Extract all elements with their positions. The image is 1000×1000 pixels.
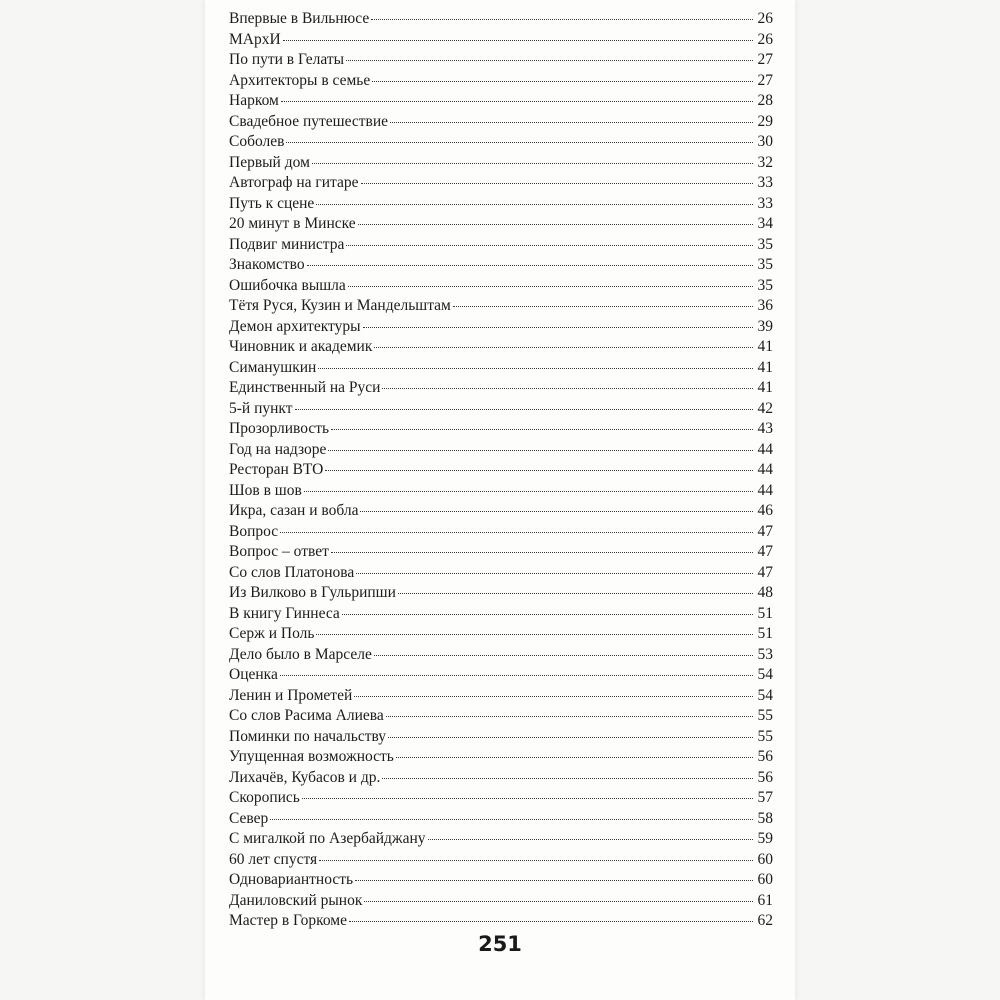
toc-entry-title: Нарком: [229, 92, 279, 109]
toc-entry-page: 28: [757, 92, 773, 109]
toc-entry: [229, 788, 773, 809]
toc-entry-page: 53: [757, 645, 773, 663]
toc-entry: [229, 604, 773, 625]
dot-leader: [270, 819, 753, 820]
dot-leader: [281, 101, 753, 102]
toc-entry: [229, 522, 773, 543]
toc-entry-title: Первый дом: [229, 153, 310, 171]
dot-leader: [283, 40, 753, 41]
dot-leader: [325, 470, 753, 471]
toc-entry: [229, 891, 773, 912]
toc-entry-title: С мигалкой по Азербайджану: [229, 830, 426, 847]
toc-entry-title: Лихачёв, Кубасов и др.: [229, 768, 381, 786]
toc-entry-page: 59: [757, 830, 773, 847]
dot-leader: [316, 634, 753, 635]
toc-entry-title: В книгу Гиннеса: [229, 604, 340, 622]
toc-entry-title: Ленин и Прометей: [229, 686, 353, 704]
toc-entry-page: 30: [757, 133, 773, 150]
toc-entry: [229, 727, 773, 748]
dot-leader: [398, 593, 753, 594]
dot-leader: [307, 265, 753, 266]
toc-entry-page: 54: [757, 666, 773, 683]
toc-entry-title: Прозорливость: [229, 420, 330, 437]
toc-entry-title: Знакомство: [229, 256, 305, 273]
toc-entry-page: 54: [757, 686, 773, 704]
toc-entry-page: 55: [757, 707, 773, 724]
dot-leader: [319, 860, 753, 861]
toc-entry: [229, 194, 773, 215]
toc-entry-title: Вопрос – ответ: [229, 543, 329, 560]
toc-entry-title: Подвиг министра: [229, 235, 345, 253]
toc-entry-page: 36: [757, 297, 773, 314]
dot-leader: [346, 60, 753, 61]
toc-entry: [229, 132, 773, 153]
toc-entry-page: 32: [757, 153, 773, 171]
toc-entry-title: Путь к сцене: [229, 194, 315, 212]
toc-entry-page: 43: [757, 420, 773, 437]
toc-entry-title: Вопрос: [229, 522, 279, 540]
dot-leader: [342, 614, 753, 615]
toc-entry: [229, 440, 773, 461]
toc-entry: [229, 399, 773, 420]
dot-leader: [371, 19, 753, 20]
page-number: 251: [478, 932, 522, 956]
toc-entry-page: 48: [757, 584, 773, 601]
toc-entry: [229, 337, 773, 358]
toc-entry-title: Даниловский рынок: [229, 891, 363, 909]
toc-entry: [229, 706, 773, 727]
toc-entry-page: 26: [757, 10, 773, 27]
dot-leader: [388, 737, 753, 738]
toc-entry: [229, 153, 773, 174]
dot-leader: [372, 81, 753, 82]
toc-entry-page: 47: [757, 543, 773, 560]
dot-leader: [374, 347, 753, 348]
toc-entry-page: 57: [757, 789, 773, 806]
dot-leader: [396, 757, 753, 758]
toc-entry: [229, 624, 773, 645]
toc-entry: [229, 460, 773, 481]
toc-entry-title: Серж и Поль: [229, 625, 315, 642]
toc-entry-page: 61: [757, 891, 773, 909]
dot-leader: [316, 204, 753, 205]
toc-entry-page: 60: [757, 850, 773, 868]
dot-leader: [356, 573, 753, 574]
dot-leader: [358, 224, 753, 225]
dot-leader: [286, 142, 753, 143]
toc-entry-page: 42: [757, 399, 773, 417]
toc-entry: [229, 255, 773, 276]
dot-leader: [349, 921, 753, 922]
dot-leader: [363, 327, 753, 328]
toc-entry: [229, 829, 773, 850]
toc-entry-title: Впервые в Вильнюсе: [229, 10, 370, 27]
dot-leader: [312, 163, 753, 164]
toc-entry-title: Год на надзоре: [229, 440, 327, 458]
dot-leader: [346, 245, 753, 246]
dot-leader: [304, 491, 753, 492]
toc-entry-page: 51: [757, 625, 773, 642]
dot-leader: [386, 716, 753, 717]
toc-entry: [229, 870, 773, 891]
toc-entry-page: 27: [757, 71, 773, 89]
dot-leader: [302, 798, 753, 799]
toc-entry-page: 41: [757, 379, 773, 396]
toc-entry-title: Оценка: [229, 666, 278, 683]
toc-entry: [229, 50, 773, 71]
toc-entry-title: Единственный на Руси: [229, 379, 381, 396]
dot-leader: [295, 409, 753, 410]
dot-leader: [280, 532, 753, 533]
toc-entry-title: Одновариантность: [229, 871, 354, 888]
toc-entry: [229, 645, 773, 666]
dot-leader: [374, 655, 753, 656]
toc-entry: [229, 542, 773, 563]
toc-entry-page: 34: [757, 215, 773, 232]
toc-entry-title: 60 лет спустя: [229, 850, 318, 868]
toc-entry: [229, 501, 773, 522]
toc-entry-title: Упущенная возможность: [229, 748, 394, 765]
toc-entry-title: Ошибочка вышла: [229, 276, 346, 294]
toc-entry: [229, 214, 773, 235]
toc-entry-page: 55: [757, 727, 773, 745]
toc-entry: [229, 112, 773, 133]
toc-entry-page: 47: [757, 563, 773, 581]
toc-entry-page: 56: [757, 748, 773, 765]
toc-entry-title: Дело было в Марселе: [229, 645, 372, 663]
toc-entry-title: Архитекторы в семье: [229, 71, 371, 89]
toc-entry-page: 35: [757, 235, 773, 253]
toc-entry-page: 51: [757, 604, 773, 622]
dot-leader: [364, 901, 753, 902]
toc-entry-title: Север: [229, 809, 269, 827]
toc-entry: [229, 419, 773, 440]
toc-entry-page: 33: [757, 194, 773, 212]
toc-entry-title: 5-й пункт: [229, 399, 293, 417]
toc-entry: [229, 91, 773, 112]
toc-entry-page: 44: [757, 440, 773, 458]
toc-entry-title: Ресторан ВТО: [229, 461, 324, 478]
toc-entry-page: 35: [757, 276, 773, 294]
toc-entry-title: Симанушкин: [229, 358, 317, 376]
toc-entry-page: 39: [757, 317, 773, 335]
toc-entry-page: 44: [757, 461, 773, 478]
toc-entry-title: Со слов Платонова: [229, 563, 355, 581]
toc-entry: [229, 9, 773, 30]
dot-leader: [328, 450, 753, 451]
dot-leader: [331, 552, 753, 553]
toc-entry-title: Свадебное путешествие: [229, 112, 389, 130]
table-of-contents: [229, 9, 773, 932]
toc-entry: [229, 911, 773, 932]
toc-entry: [229, 173, 773, 194]
toc-entry-title: МАрхИ: [229, 30, 281, 48]
toc-entry-page: 27: [757, 51, 773, 68]
toc-entry: [229, 378, 773, 399]
dot-leader: [355, 880, 753, 881]
toc-entry-page: 47: [757, 522, 773, 540]
dot-leader: [348, 286, 753, 287]
toc-entry-page: 44: [757, 481, 773, 499]
toc-entry: [229, 30, 773, 51]
toc-entry-page: 60: [757, 871, 773, 888]
toc-entry: [229, 481, 773, 502]
toc-entry-title: Из Вилково в Гульрипши: [229, 584, 396, 601]
toc-entry-page: 41: [757, 338, 773, 355]
toc-entry: [229, 563, 773, 584]
toc-entry-page: 62: [757, 912, 773, 929]
book-page: [205, 0, 795, 1000]
dot-leader: [354, 696, 753, 697]
toc-entry: [229, 71, 773, 92]
toc-entry-page: 35: [757, 256, 773, 273]
toc-entry-page: 56: [757, 768, 773, 786]
toc-entry: [229, 583, 773, 604]
toc-entry: [229, 235, 773, 256]
toc-entry: [229, 768, 773, 789]
toc-entry-page: 29: [757, 112, 773, 130]
toc-entry-title: Скоропись: [229, 789, 300, 806]
toc-entry-page: 26: [757, 30, 773, 48]
dot-leader: [361, 183, 753, 184]
toc-entry-page: 58: [757, 809, 773, 827]
toc-entry-title: Чиновник и академик: [229, 338, 373, 355]
toc-entry: [229, 850, 773, 871]
dot-leader: [428, 839, 753, 840]
toc-entry: [229, 665, 773, 686]
toc-entry: [229, 747, 773, 768]
toc-entry-page: 41: [757, 358, 773, 376]
toc-entry: [229, 686, 773, 707]
toc-entry-title: Поминки по начальству: [229, 727, 387, 745]
toc-entry-title: Шов в шов: [229, 481, 302, 499]
toc-entry-title: Автограф на гитаре: [229, 174, 359, 191]
toc-entry-page: 46: [757, 502, 773, 519]
dot-leader: [318, 368, 753, 369]
toc-entry-title: Тётя Руся, Кузин и Мандельштам: [229, 297, 451, 314]
toc-entry-title: Соболев: [229, 133, 285, 150]
toc-entry-title: Со слов Расима Алиева: [229, 707, 384, 724]
toc-entry: [229, 809, 773, 830]
toc-entry: [229, 276, 773, 297]
dot-leader: [280, 675, 753, 676]
toc-entry: [229, 317, 773, 338]
toc-entry-title: 20 минут в Минске: [229, 215, 356, 232]
dot-leader: [360, 511, 753, 512]
toc-entry-title: Икра, сазан и вобла: [229, 502, 359, 519]
toc-entry: [229, 358, 773, 379]
dot-leader: [453, 306, 753, 307]
toc-entry-title: По пути в Гелаты: [229, 51, 345, 68]
dot-leader: [382, 778, 753, 779]
toc-entry-title: Демон архитектуры: [229, 317, 361, 335]
dot-leader: [331, 429, 753, 430]
toc-entry-page: 33: [757, 174, 773, 191]
toc-entry: [229, 296, 773, 317]
toc-entry-title: Мастер в Горкоме: [229, 912, 347, 929]
dot-leader: [390, 122, 753, 123]
dot-leader: [382, 388, 753, 389]
